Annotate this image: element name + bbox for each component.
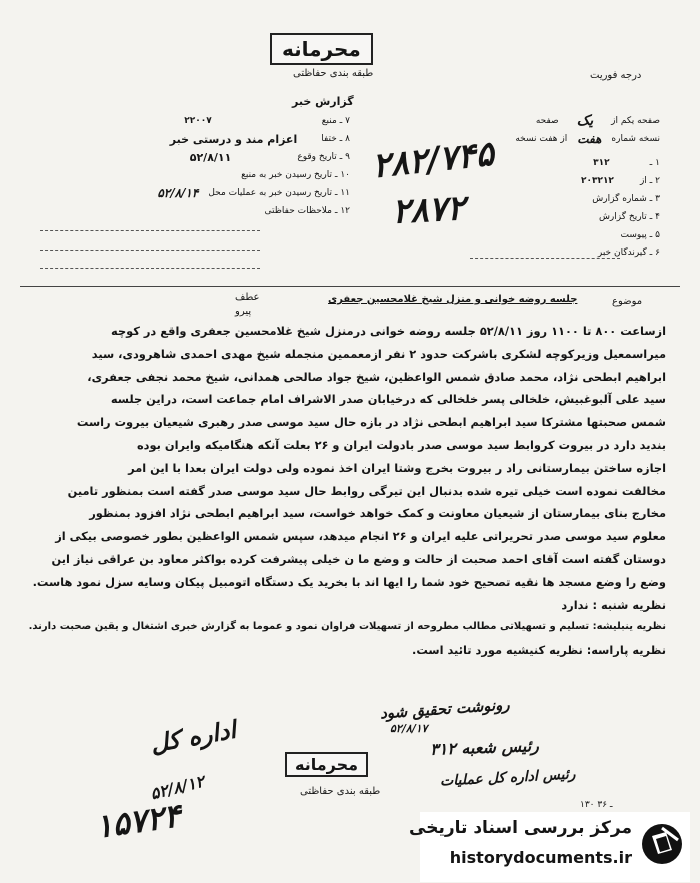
field-6: ۶ ـ گیرندگان خبر [597,248,660,258]
field-5: ۵ ـ پیوست [620,230,660,240]
body-line: شمس صحبتها مشترکا سید ابراهیم ابطحی نژاد در بازه حال سید موسی صدر رهبری شیعیان بیروت راست [76,415,666,430]
left-handwritten-number: ۱۵۷۲۴ [92,796,184,846]
body-line: نظریه شنبه : ندارد [561,597,666,612]
archive-name: مرکز بررسی اسناد تاریخی [409,818,632,838]
field-4: ۴ ـ تاریخ گزارش [598,212,660,222]
stamp-subtitle: طبقه بندی حفاظتی [293,68,374,79]
report-body [26,320,666,662]
signature-3: رئیس اداره کل عملیات [439,766,576,790]
body-line: بندید دارد در بیروت کروابط سید موسی صدر بادولت ایران و ۲۶ بعلت آنکه هنگامیکه وایران بوده [136,437,666,452]
left-dotted-line-3 [40,268,260,269]
signature-1: رونوشت تحقیق شود [379,695,511,723]
body-line: میراسمعیل وزیرکوچه لشکری باشرکت حدود ۲ نفر ازمعممین منجمله شیخ مهدی احمدی شاهرودی، سید [91,346,666,361]
field-2: ۲ ـ از ۲۰۳۲۱۲ [580,176,660,186]
left-dotted-line-1 [40,230,260,231]
right-dotted-line [470,258,620,259]
handwritten-number-b: ۲۸۷۲ [391,188,467,232]
handwritten-number-a: ۲۸۲/۷۴۵ [370,133,496,187]
body-line: وضع را وضع مسجد ها نقیه تصحیح خود شما را ایها اند با بخرید یک دستگاه اتومبیل پیکان وسایه سزل نمود هاست. [32,574,666,589]
field-3: ۳ ـ شماره گزارش [592,194,660,204]
side-label-peyro: پیرو [235,306,252,317]
field-9: ۹ ـ تاریخ وقوع ۵۲/۸/۱۱ [189,150,350,164]
left-dotted-line-2 [40,250,260,251]
field-10: ۱۰ ـ تاریخ رسیدن خبر به منبع [241,170,350,180]
body-line: مخارج بنای بیمارستان از شیعیان معاونت و کمک خواهد خواست، سید ابراهیم ابطحی نژاد افزود بمنظور [89,506,666,521]
field-8: ۸ ـ ختفا اعزام مند و درستی خبر [169,132,350,146]
archive-footer [409,812,690,882]
body-line: ازساعت ۸۰۰ تا ۱۱۰۰ روز ۵۲/۸/۱۱ جلسه روضه خوانی درمنزل شیخ غلامحسین جعفری واقع در کوچه [111,324,666,338]
header-separator [20,286,680,287]
body-line: نظریه پاراسه: نظریه کنیشیه مورد تائید است. [412,643,666,658]
field-1: ۱ ـ ۳۱۲ [593,158,660,168]
bottom-stamp-text: محرمانه [295,755,359,774]
classification-stamp [270,33,373,65]
body-line: نظریه ینبلیشه: تسلیم و تسهیلاتی مطالب مطروحه از تسهیلات فراوان نمود و عموما به گزارش خبری اشتغال و یقین صحبت دارند. [28,621,666,633]
report-title: گزارش خبر [292,95,354,108]
archive-logo-icon [640,822,684,866]
body-line: سید علی آلبوغبیش، خلخالی پسر خلخالی که درخیابان صدر الاشراف امام جماعت است، دراین جلسه [110,392,666,407]
body-line: معلوم سید موسی صدر تحریراتی علیه ایران و ۲۶ انجام میدهد، سپس شمس الواعظین بطور خصوصی بیکی از [55,529,666,544]
field-page: صفحه یکم از یک صفحه [535,113,660,129]
priority-label: درجه فوریت [590,70,642,81]
field-11: ۱۱ ـ تاریخ رسیدن خبر به عملیات محل ۵۲/۸/۱۴ [157,186,350,200]
left-handwritten-date: ۵۲/۸/۱۲ [148,771,207,804]
classification-stamp-text: محرمانه [282,37,361,61]
subject-label: موضوع [612,296,643,307]
field-copy: نسخه شماره هفت از هفت نسخه [515,132,660,146]
bottom-stamp-subtitle: طبقه بندی حفاظتی [300,786,381,797]
left-handwritten-note: اداره کل [148,714,239,759]
field-12: ۱۲ ـ ملاحظات حفاظتی [264,206,350,216]
field-7: ۷ ـ منبع ۲۲۰۰۷ [184,116,350,126]
body-line: مخالفت نموده است خیلی تیره شده بدنبال این تیرگی روابط حال سید موسی صدر گفته است بمنظور تامین [67,483,666,498]
side-label-atf: عطف [235,292,260,303]
body-line: ابراهیم ابطحی نژاد، محمد صادق شمس الواعظین، شیخ جواد صالحی همدانی، شیخ محمد نجفی جعفری، [87,369,666,384]
subject-text: جلسه روضه خوانی و منزل شیخ غلامحسین جعفری [328,294,578,305]
bottom-code: ۱۳۰ ـ ۳۶ [580,800,613,810]
signature-2: رئیس شعبه ۳۱۲ [429,736,540,759]
archive-url: historydocuments.ir [449,848,632,867]
body-line: اجازه ساختن بیمارستانی راد ر بیروت بخرج وشتا ایران اخذ نموده ولی دولت ایران بعدا با این امر [128,460,666,475]
bottom-classification-stamp [285,752,368,777]
body-line: دوستان گفته است آقای احمد صحبت از حالت و وضع ما ن خیلی پیشرفت کرده بواکثر معاود بن عراقی نیاز این [51,551,666,566]
signature-date: ۵۲/۸/۱۷ [390,722,428,735]
